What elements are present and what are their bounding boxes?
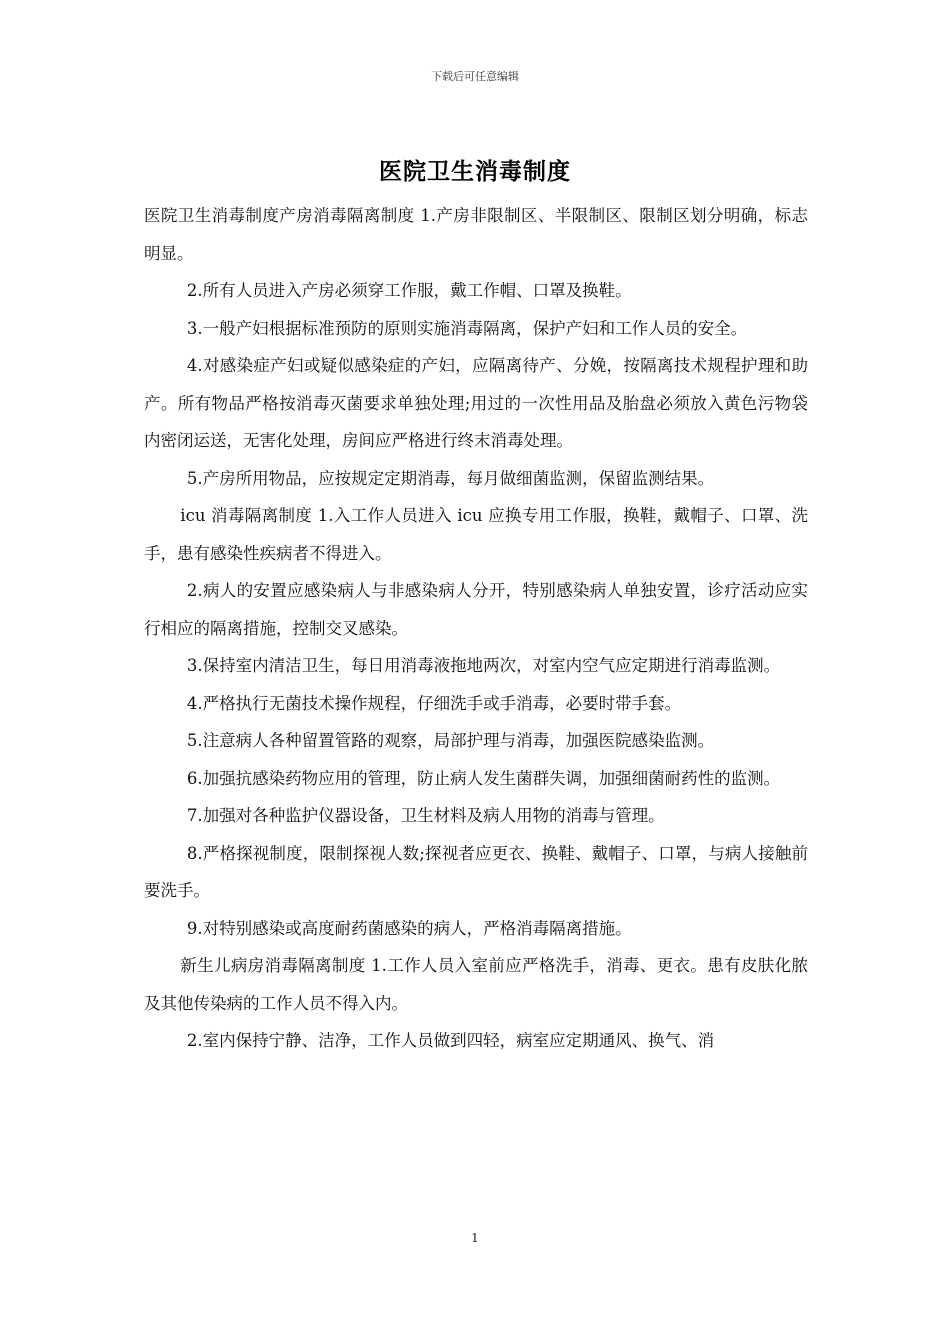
paragraph: 4.对感染症产妇或疑似感染症的产妇，应隔离待产、分娩，按隔离技术规程护理和助产。所有物品严格按消毒灭菌要求单独处理;用过的一次性用品及胎盘必须放入黄色污物袋内密闭运送，无害化处理，房间应严格进行终末消毒处理。 [144,356,808,450]
document-body [144,197,808,1060]
paragraph: 5.注意病人各种留置管路的观察，局部护理与消毒，加强医院感染监测。 [186,731,715,750]
document-title: 医院卫生消毒制度 [379,158,571,185]
header-note: 下载后可任意编辑 [431,70,519,83]
paragraph: 3.保持室内清洁卫生，每日用消毒液拖地两次，对室内空气应定期进行消毒监测。 [186,656,781,675]
page-number: 1 [471,1231,479,1245]
paragraph: 9.对特别感染或高度耐药菌感染的病人，严格消毒隔离措施。 [186,918,632,938]
paragraph: 3.一般产妇根据标准预防的原则实施消毒隔离，保护产妇和工作人员的安全。 [186,318,748,338]
paragraph: 8.严格探视制度，限制探视人数;探视者应更衣、换鞋、戴帽子、口罩，与病人接触前要洗手。 [144,843,808,900]
paragraph: 2.病人的安置应感染病人与非感染病人分开，特别感染病人单独安置，诊疗活动应实行相应的隔离措施，控制交叉感染。 [144,581,808,638]
paragraph: icu 消毒隔离制度 1.入工作人员进入 icu 应换专用工作服，换鞋，戴帽子、口罩、洗手，患有感染性疾病者不得进入。 [144,506,808,563]
paragraph: 6.加强抗感染药物应用的管理，防止病人发生菌群失调，加强细菌耐药性的监测。 [186,768,781,788]
paragraph: 医院卫生消毒制度产房消毒隔离制度 1.产房非限制区、半限制区、限制区划分明确，标志明显。 [144,206,808,263]
paragraph: 4.严格执行无菌技术操作规程，仔细洗手或手消毒，必要时带手套。 [186,693,682,713]
paragraph: 7.加强对各种监护仪器设备，卫生材料及病人用物的消毒与管理。 [186,806,665,825]
paragraph: 2.所有人员进入产房必须穿工作服，戴工作帽、口罩及换鞋。 [186,281,632,300]
paragraph: 新生儿病房消毒隔离制度 1.工作人员入室前应严格洗手，消毒、更衣。患有皮肤化脓及其他传染病的工作人员不得入内。 [144,956,808,1013]
paragraph: 2.室内保持宁静、洁净，工作人员做到四轻，病室应定期通风、换气、消 [186,1031,715,1050]
paragraph: 5.产房所用物品，应按规定定期消毒，每月做细菌监测，保留监测结果。 [186,468,715,488]
